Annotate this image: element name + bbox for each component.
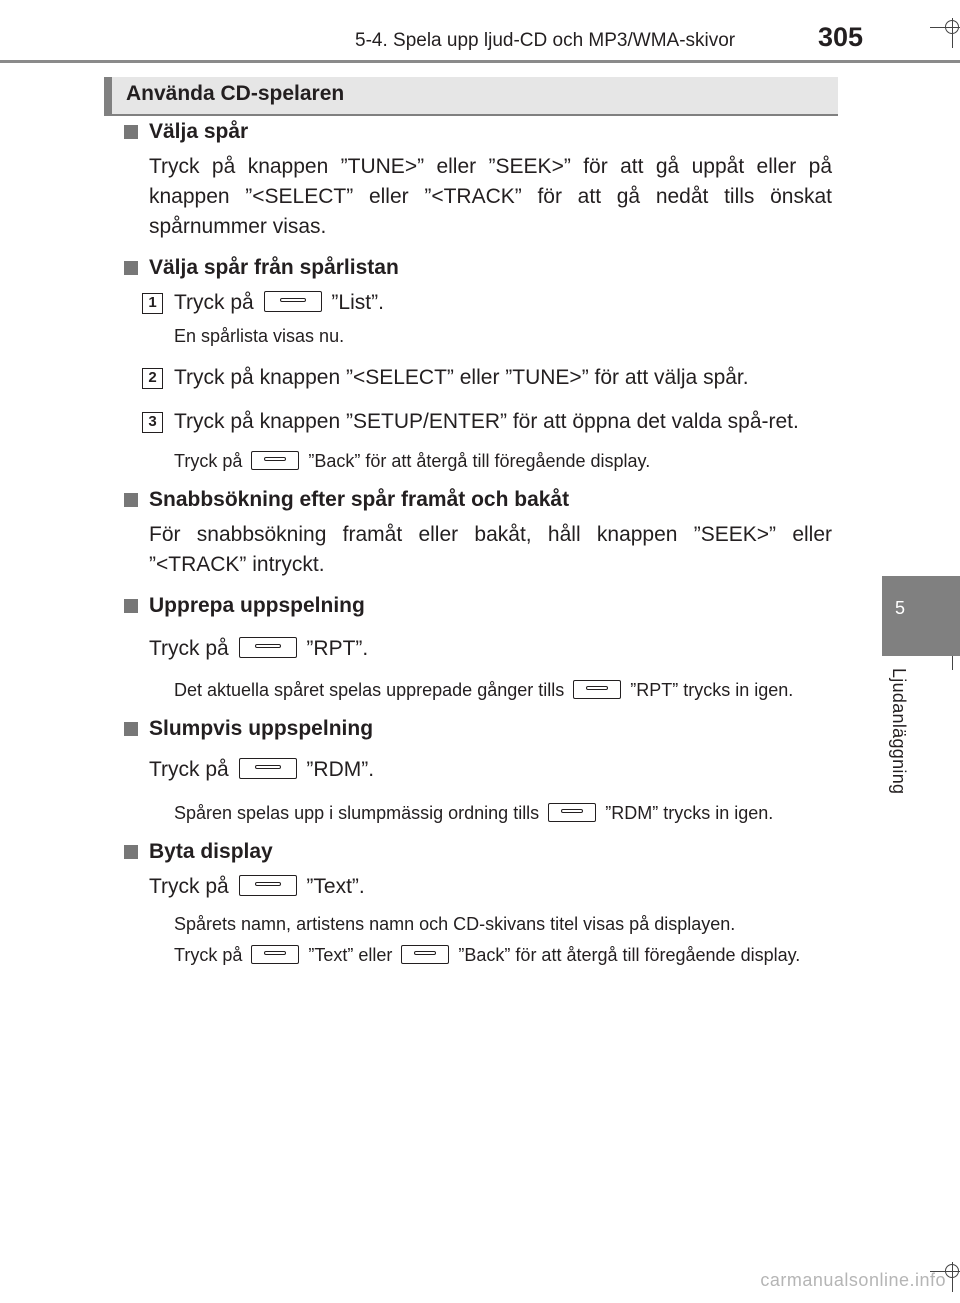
- note: En spårlista visas nu.: [174, 326, 345, 346]
- step-number-badge: 2: [142, 368, 163, 389]
- page-content: [124, 120, 832, 968]
- bullet-square-icon: [124, 261, 138, 275]
- note: Tryck på ”Back” för att återgå till föregående display.: [174, 451, 651, 471]
- bullet-square-icon: [124, 845, 138, 859]
- bullet-square-icon: [124, 599, 138, 613]
- section-rule: [104, 114, 838, 116]
- paragraph: Tryck på ”RPT”.: [149, 637, 369, 660]
- subheading-slumpvis-uppspelning: Slumpvis uppspelning: [124, 717, 832, 741]
- subheading-valja-spar: Välja spår: [124, 120, 832, 144]
- note: Det aktuella spåret spelas upprepade gånger tills ”RPT” trycks in igen.: [174, 680, 794, 700]
- subheading-upprepa-uppspelning: Upprepa uppspelning: [124, 594, 832, 618]
- paragraph: Tryck på knappen ”TUNE>” eller ”SEEK>” för att gå uppåt eller på knappen ”<SELECT” eller ”<TRACK” för att gå nedåt tills önskat spårnummer visas.: [149, 155, 832, 238]
- step-3: 3 Tryck på knappen ”SETUP/ENTER” för att öppna det valda spå-ret.: [174, 407, 832, 437]
- bullet-square-icon: [124, 722, 138, 736]
- screen-button-icon: [239, 637, 297, 658]
- paragraph: Tryck på ”RDM”.: [149, 758, 375, 781]
- chapter-tab-label: Ljudanläggning: [889, 668, 909, 795]
- screen-button-icon: [573, 680, 621, 699]
- note: Tryck på ”Text” eller ”Back” för att återgå till föregående display.: [174, 945, 801, 965]
- step-2: 2 Tryck på knappen ”<SELECT” eller ”TUNE>” för att välja spår.: [174, 363, 832, 393]
- bullet-square-icon: [124, 493, 138, 507]
- step-1: 1 Tryck på ”List”.: [174, 288, 832, 318]
- step-number-badge: 1: [142, 293, 163, 314]
- step-number-badge: 3: [142, 412, 163, 433]
- screen-button-icon: [264, 291, 322, 312]
- screen-button-icon: [401, 945, 449, 964]
- chapter-tab-number: 5: [894, 598, 905, 618]
- screen-button-icon: [239, 758, 297, 779]
- watermark: carmanualsonline.info: [760, 1270, 946, 1290]
- screen-button-icon: [251, 945, 299, 964]
- note: Spåren spelas upp i slumpmässig ordning tills ”RDM” trycks in igen.: [174, 803, 774, 823]
- screen-button-icon: [548, 803, 596, 822]
- section-title: Använda CD-spelaren: [126, 82, 345, 105]
- subheading-byta-display: Byta display: [124, 840, 832, 864]
- paragraph: För snabbsökning framåt eller bakåt, håll knappen ”SEEK>” eller ”<TRACK” intryckt.: [149, 523, 832, 576]
- header-rule: [0, 60, 960, 63]
- running-header-title: 5-4. Spela upp ljud-CD och MP3/WMA-skivor: [355, 30, 736, 51]
- subheading-snabbsokning: Snabbsökning efter spår framåt och bakåt: [124, 488, 832, 512]
- bullet-square-icon: [124, 125, 138, 139]
- paragraph: Tryck på ”Text”.: [149, 875, 365, 898]
- section-title-bar: [104, 77, 838, 114]
- subheading-valja-spar-fran-sparlistan: Välja spår från spårlistan: [124, 256, 832, 280]
- screen-button-icon: [251, 451, 299, 470]
- page-number: 305: [818, 22, 864, 52]
- note: Spårets namn, artistens namn och CD-skivans titel visas på displayen.: [174, 914, 736, 934]
- screen-button-icon: [239, 875, 297, 896]
